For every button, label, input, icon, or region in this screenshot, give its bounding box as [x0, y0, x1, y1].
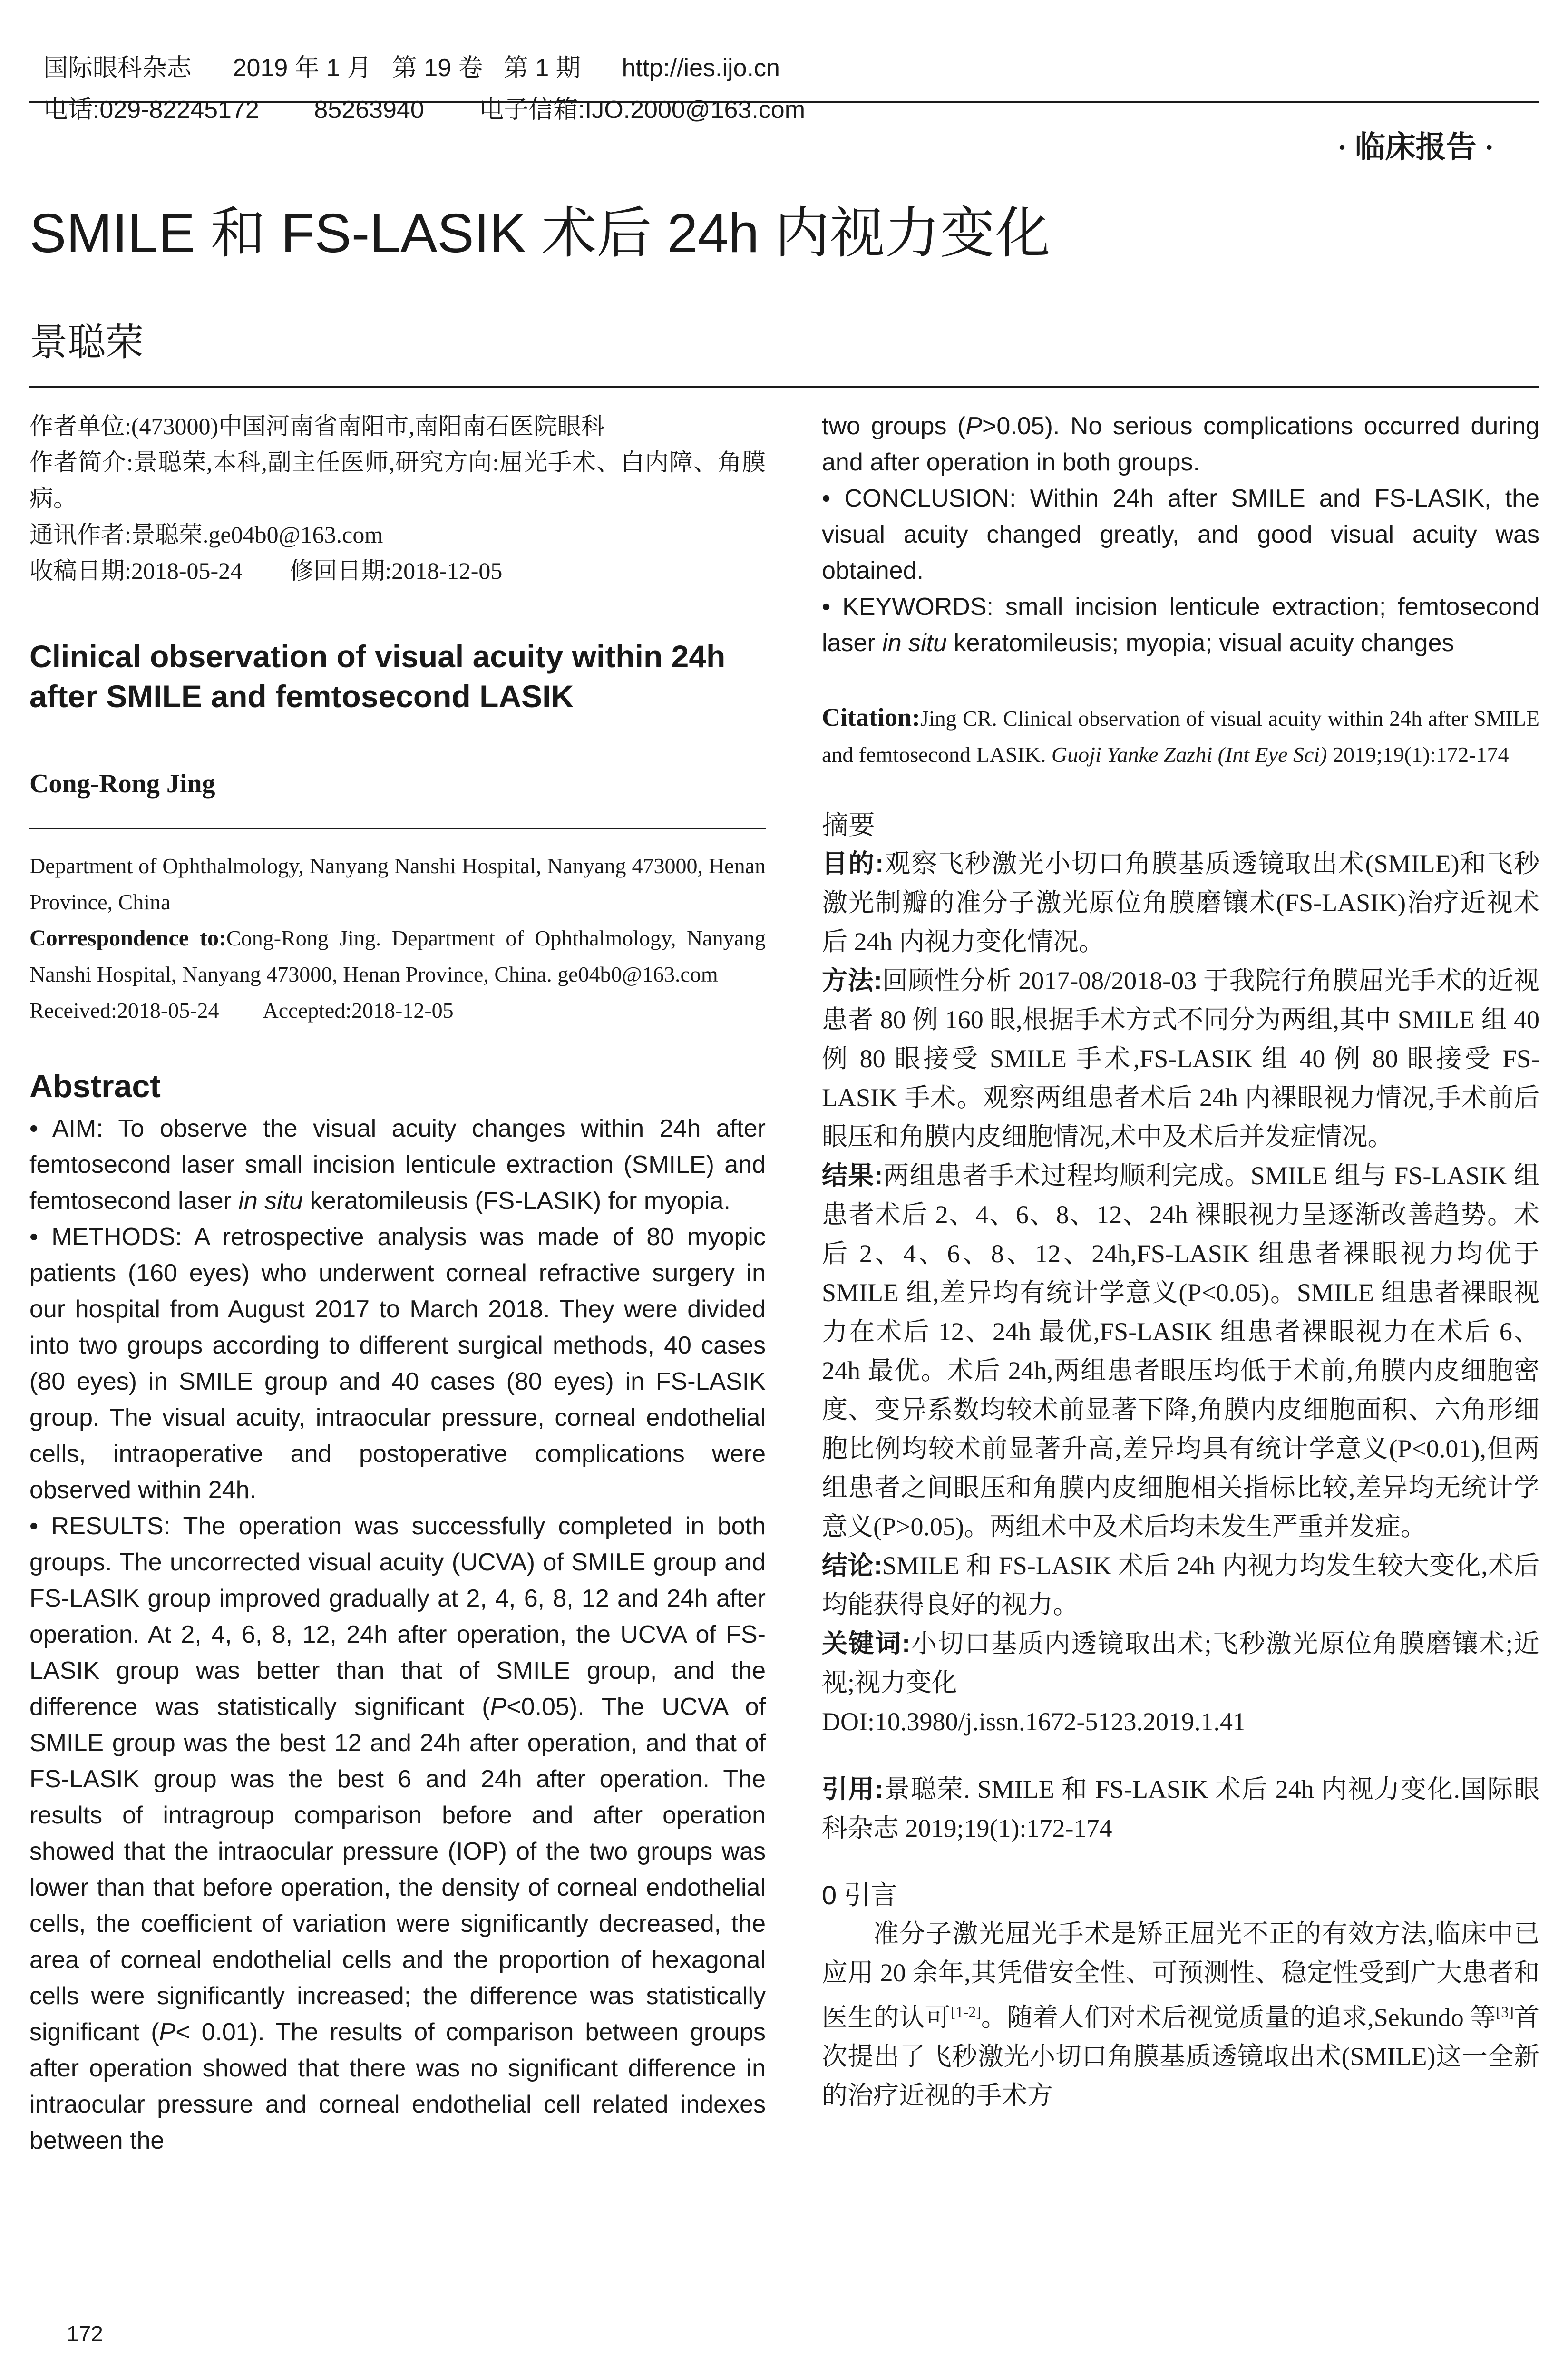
- aim-paragraph: [29, 1111, 766, 1219]
- results-continued: [822, 408, 1539, 480]
- intro-text-2: 。随着人们对术后视觉质量的追求,Sekundo 等: [981, 2003, 1496, 2032]
- affiliation-block: [29, 408, 766, 589]
- jieguo-paragraph: [822, 1156, 1539, 1546]
- aim-text-2: keratomileusis (FS-LASIK) for myopia.: [310, 1187, 730, 1215]
- article-title: SMILE 和 FS-LASIK 术后 24h 内视力变化: [29, 202, 1051, 264]
- gjc-label: 关键词:: [822, 1629, 911, 1658]
- mudi-text: 观察飞秒激光小切口角膜基质透镜取出术(SMILE)和飞秒激光制瓣的准分子激光原位角膜磨镶术(FS-LASIK)治疗近视术后 24h 内视力变化情况。: [822, 849, 1540, 956]
- yy-label: 引用:: [822, 1775, 884, 1803]
- keywords-italic: in situ: [882, 629, 947, 657]
- keywords-cn-paragraph: [822, 1624, 1539, 1702]
- bullet-icon: •: [822, 593, 843, 621]
- bullet-icon: •: [29, 1512, 51, 1540]
- results-text-2: <0.05). The UCVA of SMILE group was the best 12 and 24h after operation, and that of FS-LASIK group was the best 6 and 24h after operation. The results of intragroup comparison before and after operation showed that the intraocular pressure (IOP) of the two groups was lower than that before operation, the density of corneal endothelial cells, the coefficient of variation were significantly decreased, the area of corneal endothelial cells and the proportion of hexagonal cells were significantly increased; the difference was statistically significant (: [29, 1693, 766, 2046]
- revised-cn: 修回日期:2018-12-05: [290, 557, 503, 584]
- abstract-continued: [822, 408, 1539, 661]
- section-tag: · 临床报告 ·: [1337, 130, 1494, 164]
- abstract-heading: Abstract: [29, 1068, 161, 1104]
- aim-italic: in situ: [238, 1187, 303, 1215]
- citation-block: [822, 699, 1539, 773]
- intro-ref-1[interactable]: [1-2]: [950, 2003, 981, 2020]
- citation-text: Jing CR. Clinical observation of visual acuity within 24h after SMILE and femtosecond LASIK.: [822, 706, 1539, 767]
- jielun-text: SMILE 和 FS-LASIK 术后 24h 内视力均发生较大变化,术后均能获得良好的视力。: [822, 1551, 1539, 1619]
- gjc-text: 小切口基质内透镜取出术;飞秒激光原位角膜磨镶术;近视;视力变化: [822, 1629, 1539, 1697]
- issue-info: 2019 年 1 月 第 19 卷 第 1 期: [233, 54, 581, 82]
- affiliation-en: [29, 848, 766, 1029]
- aim-label: AIM:: [52, 1115, 103, 1142]
- bullet-icon: •: [29, 1115, 52, 1142]
- methods-paragraph: [29, 1219, 766, 1508]
- citation-text-2: 2019;19(1):172-174: [1333, 742, 1509, 767]
- aim-text: To observe the visual acuity changes within 24h after femtosecond laser small incision lenticule extraction (SMILE) and femtosecond laser: [29, 1115, 766, 1215]
- results-text-3: < 0.01). The results of comparison between groups after operation showed that there was no significant difference in intraocular pressure and corneal endothelial cell related indexes between the: [29, 2018, 766, 2154]
- intro-text-3: 首次提出了飞秒激光小切口角膜基质透镜取出术(SMILE)这一全新的治疗近视的手术方: [822, 2003, 1540, 2110]
- journal-url[interactable]: http://ies.ijo.cn: [622, 54, 780, 82]
- english-title: Clinical observation of visual acuity within 24h after SMILE and femtosecond LASIK: [29, 639, 726, 714]
- phone: 电话:029-82245172: [43, 96, 259, 124]
- fangfa-paragraph: [822, 961, 1539, 1156]
- correspondence: [29, 920, 766, 993]
- jieguo-label: 结果:: [822, 1161, 883, 1190]
- zy-heading: 摘要: [822, 810, 875, 840]
- doi[interactable]: DOI:10.3980/j.issn.1672-5123.2019.1.41: [822, 1707, 1246, 1736]
- received-en: Received:2018-05-24: [29, 998, 219, 1023]
- conclusion-label: CONCLUSION:: [844, 485, 1016, 512]
- affil-line: 通讯作者:景聪荣.ge04b0@163.com: [29, 521, 383, 548]
- mudi-label: 目的:: [822, 849, 884, 878]
- keywords-label: KEYWORDS:: [842, 593, 993, 621]
- fangfa-text: 回顾性分析 2017-08/2018-03 于我院行角膜屈光手术的近视患者 80 例 160 眼,根据手术方式不同分为两组,其中 SMILE 组 40 例 80 眼接受 SMILE 手术,FS-LASIK 组 40 例 80 眼接受 FS-LASIK 手术。观察两组患者术后 24h 内裸眼视力情况,手术前后眼压和角膜内皮细胞情况,术中及术后并发症情况。: [822, 966, 1540, 1151]
- keywords-text: small incision lenticule extraction; femtosecond laser: [822, 593, 1539, 657]
- yy-block: [822, 1770, 1539, 1848]
- english-author: Cong-Rong Jing: [29, 769, 215, 799]
- accepted-en: Accepted:2018-12-05: [263, 998, 454, 1023]
- keywords-text-2: keratomileusis; myopia; visual acuity changes: [954, 629, 1454, 657]
- intro-paragraph: [822, 1914, 1539, 2115]
- jielun-label: 结论:: [822, 1551, 883, 1580]
- jielun-paragraph: [822, 1546, 1539, 1624]
- results-p-2: P: [159, 2018, 176, 2046]
- article-author: 景聪荣: [29, 322, 144, 364]
- header-line-2: [29, 63, 805, 126]
- received-cn: 收稿日期:2018-05-24: [29, 557, 243, 584]
- cn-abstract: [822, 844, 1539, 1741]
- fangfa-label: 方法:: [822, 966, 882, 995]
- yy-text: 景聪荣. SMILE 和 FS-LASIK 术后 24h 内视力变化.国际眼科杂志 2019;19(1):172-174: [822, 1775, 1539, 1842]
- abstract-body: [29, 1111, 766, 2159]
- bullet-icon: •: [822, 485, 845, 512]
- page-number: 172: [67, 2321, 103, 2346]
- intro-text: 准分子激光屈光手术是矫正屈光不正的有效方法,临床中已应用 20 余年,其凭借安全性、可预测性、稳定性受到广大患者和医生的认可: [822, 1919, 1539, 2032]
- citation-italic: Guoji Yanke Zazhi (Int Eye Sci): [1051, 742, 1327, 767]
- left-column: [29, 408, 766, 2159]
- jieguo-text: 两组患者手术过程均顺利完成。SMILE 组与 FS-LASIK 组患者术后 2、4、6、8、12、24h 裸眼视力呈逐渐改善趋势。术后 2、4、6、8、12、24h,FS-LASIK 组患者裸眼视力均优于 SMILE 组,差异均有统计学意义(P<0.05)。SMILE 组患者裸眼视力在术后 12、24h 最优,FS-LASIK 组患者裸眼视力在术后 6、24h 最优。术后 24h,两组患者眼压均低于术前,角膜内皮细胞密度、变异系数均较术前显著下降,角膜内皮细胞面积、六角形细胞比例均较术前显著升高,差异均具有统计学意义(P<0.01),但两组患者之间眼压和角膜内皮细胞相关指标比较,差异均无统计学意义(P>0.05)。两组术中及术后均未发生严重并发症。: [822, 1161, 1540, 1541]
- citation-label: Citation:: [822, 703, 920, 731]
- results-label: RESULTS:: [51, 1512, 171, 1540]
- title-rule: [29, 386, 1539, 388]
- results-cont-text: two groups (: [822, 412, 966, 440]
- department: Department of Ophthalmology, Nanyang Nanshi Hospital, Nanyang 473000, Henan Province, China: [29, 854, 766, 914]
- email[interactable]: 电子信箱:IJO.2000@163.com: [479, 96, 806, 124]
- right-column: [822, 408, 1539, 2115]
- mudi-paragraph: [822, 844, 1539, 961]
- affil-line: 作者简介:景聪荣,本科,副主任医师,研究方向:屈光手术、白内障、角膜病。: [29, 449, 766, 512]
- methods-text: A retrospective analysis was made of 80 myopic patients (160 eyes) who underwent corneal refractive surgery in our hospital from August 2017 to March 2018. They were divided into two groups according to different surgical methods, 40 cases (80 eyes) in SMILE group and 40 cases (80 eyes) in FS-LASIK group. The visual acuity, intraocular pressure, corneal endothelial cells, intraoperative and postoperative complications were observed within 24h.: [29, 1223, 766, 1504]
- correspondence-text: Cong-Rong Jing. Department of Ophthalmology, Nanyang Nanshi Hospital, Nanyang 473000, Henan Province, China. ge04b0@163.com: [29, 926, 766, 986]
- intro-heading: 0 引言: [822, 1880, 897, 1910]
- bullet-icon: •: [29, 1223, 52, 1251]
- journal-name: 国际眼科杂志: [43, 54, 192, 82]
- phone-2: 85263940: [314, 96, 424, 124]
- results-paragraph: [29, 1508, 766, 2159]
- results-cont-p: P: [965, 412, 982, 440]
- results-cont-text-2: >0.05). No serious complications occurred during and after operation in both groups.: [822, 412, 1539, 476]
- intro-ref-2[interactable]: [3]: [1496, 2003, 1514, 2020]
- methods-label: METHODS:: [51, 1223, 182, 1251]
- dates-en: [29, 993, 766, 1029]
- results-text: The operation was successfully completed in both groups. The uncorrected visual acuity (UCVA) of SMILE group and FS-LASIK group improved gradually at 2, 4, 6, 8, 12 and 24h after operation. At 2, 4, 6, 8, 12, 24h after operation, the UCVA of FS-LASIK group was better than that of SMILE group, and the difference was statistically significant (: [29, 1512, 766, 1721]
- affil-line: 作者单位:(473000)中国河南省南阳市,南阳南石医院眼科: [29, 413, 605, 439]
- results-p: P: [490, 1693, 507, 1721]
- conclusion-paragraph: [822, 480, 1539, 589]
- dates-line: [29, 553, 766, 589]
- keywords-paragraph: [822, 589, 1539, 661]
- conclusion-text: Within 24h after SMILE and FS-LASIK, the visual acuity changed greatly, and good visual acuity was obtained.: [822, 485, 1539, 585]
- correspondence-label: Correspondence to:: [29, 925, 227, 951]
- header-rule: [29, 101, 1539, 103]
